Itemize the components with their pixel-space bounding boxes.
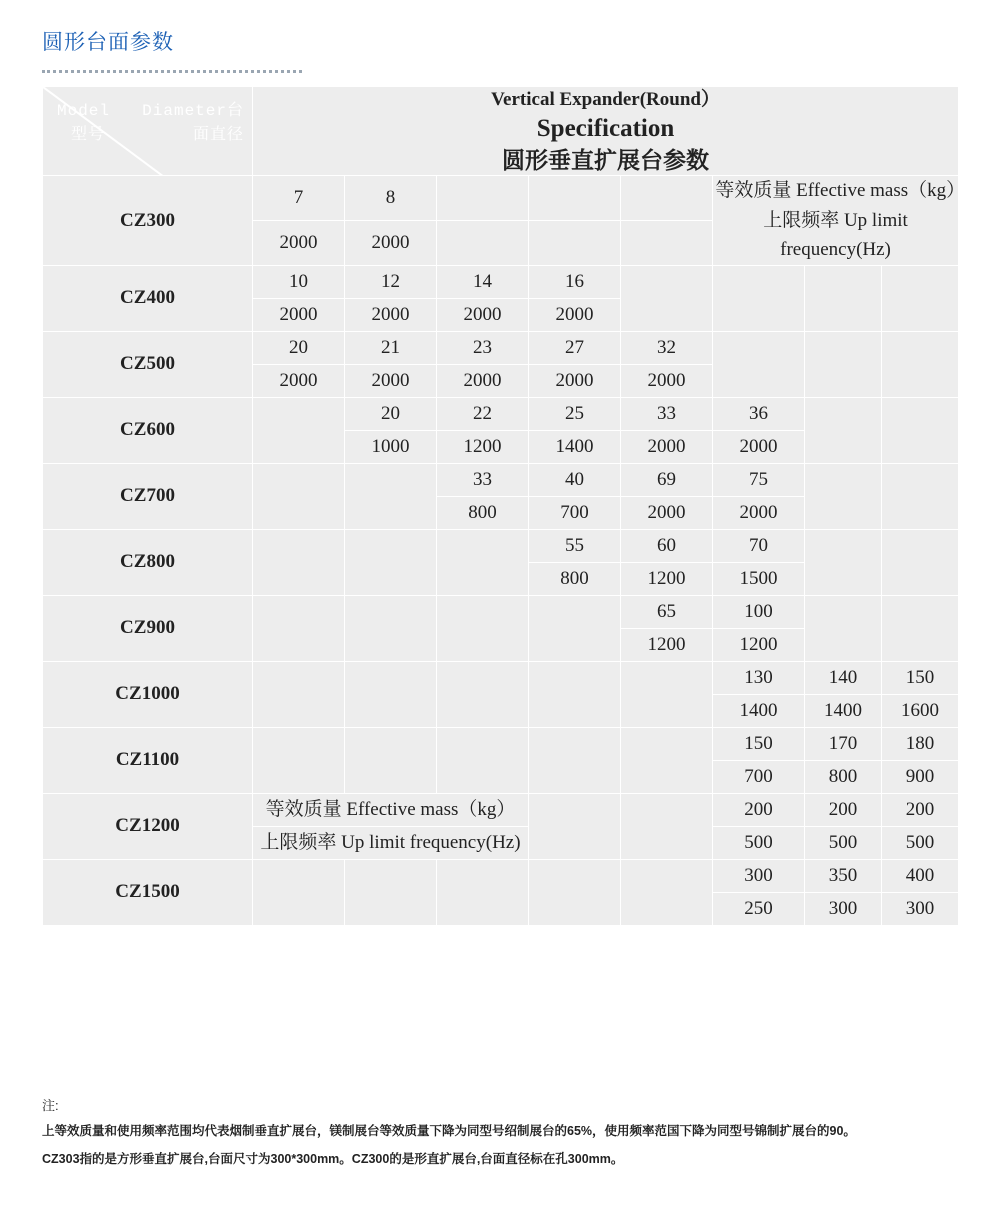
freq-cell: 500 (713, 826, 805, 859)
freq-cell: 700 (529, 496, 621, 529)
mass-cell: 55 (529, 529, 621, 562)
freq-cell: 2000 (345, 364, 437, 397)
mass-cell: 21 (345, 331, 437, 364)
mass-cell: 140 (805, 661, 882, 694)
freq-cell: 2000 (345, 221, 437, 266)
mass-cell (621, 265, 713, 331)
mass-cell (805, 397, 882, 463)
mass-cell (805, 463, 882, 529)
freq-cell: 300 (805, 892, 882, 925)
table-row (43, 265, 959, 298)
mass-cell (621, 661, 713, 727)
freq-cell: 2000 (713, 496, 805, 529)
spec-table-container (42, 86, 958, 926)
mass-cell: 180 (882, 727, 959, 760)
mass-cell: 22 (437, 397, 529, 430)
mass-cell: 300 (713, 859, 805, 892)
freq-cell: 1600 (882, 694, 959, 727)
footnote-line-2: CZ303指的是方形垂直扩展台,台面尺寸为300*300mm。CZ300的是形直扩展台,台面直径标在孔300mm。 (42, 1151, 624, 1166)
header-corner-cell (43, 87, 253, 176)
table-header-row (43, 87, 959, 176)
mass-cell (437, 176, 529, 221)
mass-cell (253, 397, 345, 463)
mass-cell: 400 (882, 859, 959, 892)
mass-cell (621, 859, 713, 925)
footnotes (42, 1098, 958, 1180)
model-cell-cz700: CZ700 (43, 463, 253, 529)
freq-cell: 800 (437, 496, 529, 529)
specification-table (42, 86, 959, 926)
mass-cell (253, 859, 345, 925)
mass-cell: 8 (345, 176, 437, 221)
mass-cell (437, 661, 529, 727)
title-line-3: 圆形垂直扩展台参数 (502, 147, 710, 174)
table-row (43, 463, 959, 496)
mass-cell: 150 (882, 661, 959, 694)
mass-cell: 7 (253, 176, 345, 221)
mass-cell (529, 793, 621, 859)
mass-cell (529, 727, 621, 793)
model-cell-cz1100: CZ1100 (43, 727, 253, 793)
mass-cell (882, 331, 959, 397)
model-cell-cz300: CZ300 (43, 176, 253, 265)
mass-cell: 130 (713, 661, 805, 694)
table-row (43, 661, 959, 694)
freq-cell: 800 (805, 760, 882, 793)
mass-cell (253, 529, 345, 595)
table-row (43, 793, 959, 826)
mass-cell (345, 529, 437, 595)
mass-cell: 20 (253, 331, 345, 364)
freq-cell: 2000 (345, 298, 437, 331)
mass-cell: 200 (805, 793, 882, 826)
mass-cell: 40 (529, 463, 621, 496)
mass-cell (805, 595, 882, 661)
mass-cell: 200 (882, 793, 959, 826)
mass-cell: 32 (621, 331, 713, 364)
mass-cell (345, 661, 437, 727)
header-model-label (57, 99, 110, 147)
freq-cell: 2000 (713, 430, 805, 463)
header-diameter-label (142, 99, 244, 147)
table-row (43, 331, 959, 364)
mass-cell (253, 727, 345, 793)
mass-cell (529, 176, 621, 221)
freq-cell: 900 (882, 760, 959, 793)
mass-cell (345, 463, 437, 529)
model-cell-cz900: CZ900 (43, 595, 253, 661)
freq-cell: 300 (882, 892, 959, 925)
header-diameter-line1: Diameter台 (142, 102, 244, 120)
mass-cell: 60 (621, 529, 713, 562)
model-cell-cz600: CZ600 (43, 397, 253, 463)
freq-cell: 1200 (621, 628, 713, 661)
footnote-title: 注: (42, 1098, 59, 1113)
mass-cell (713, 331, 805, 397)
mass-cell: 150 (713, 727, 805, 760)
freq-cell: 1200 (713, 628, 805, 661)
table-row (43, 397, 959, 430)
mass-cell: 170 (805, 727, 882, 760)
legend-note-cell: 等效质量 Effective mass（kg）上限频率 Up limit frequency(Hz) (713, 176, 959, 265)
mass-cell: 100 (713, 595, 805, 628)
mass-cell: 10 (253, 265, 345, 298)
mass-cell: 33 (621, 397, 713, 430)
freq-cell: 2000 (621, 364, 713, 397)
mass-cell (621, 727, 713, 793)
freq-cell: 2000 (253, 298, 345, 331)
freq-cell: 500 (882, 826, 959, 859)
mass-cell: 25 (529, 397, 621, 430)
mass-cell: 27 (529, 331, 621, 364)
freq-cell: 1400 (805, 694, 882, 727)
title-line-2: Specification (536, 115, 675, 143)
freq-cell: 2000 (437, 298, 529, 331)
model-cell-cz1500: CZ1500 (43, 859, 253, 925)
model-cell-cz1200: CZ1200 (43, 793, 253, 859)
model-cell-cz800: CZ800 (43, 529, 253, 595)
mass-cell (437, 529, 529, 595)
mass-cell: 23 (437, 331, 529, 364)
mass-cell (529, 859, 621, 925)
mass-cell (713, 265, 805, 331)
mass-cell: 20 (345, 397, 437, 430)
mass-cell: 33 (437, 463, 529, 496)
freq-cell (621, 221, 713, 266)
table-row (43, 529, 959, 562)
model-cell-cz400: CZ400 (43, 265, 253, 331)
mass-cell (805, 331, 882, 397)
mass-cell (805, 265, 882, 331)
mass-cell (805, 529, 882, 595)
mass-cell (345, 595, 437, 661)
mass-cell (437, 859, 529, 925)
mass-cell (253, 595, 345, 661)
freq-cell: 1500 (713, 562, 805, 595)
model-cell-cz1000: CZ1000 (43, 661, 253, 727)
mass-cell (529, 661, 621, 727)
table-row (43, 727, 959, 760)
mass-cell: 75 (713, 463, 805, 496)
freq-cell: 2000 (437, 364, 529, 397)
header-model-line2: 型号 (71, 126, 106, 145)
freq-cell: 250 (713, 892, 805, 925)
mass-cell (253, 463, 345, 529)
mass-cell: 36 (713, 397, 805, 430)
mass-cell (882, 397, 959, 463)
table-row (43, 176, 959, 221)
freq-cell: 2000 (529, 364, 621, 397)
page-title: 圆形台面参数 (42, 31, 174, 54)
mass-cell: 200 (713, 793, 805, 826)
freq-cell: 500 (805, 826, 882, 859)
mass-cell (882, 595, 959, 661)
mass-cell (621, 176, 713, 221)
freq-cell: 1200 (621, 562, 713, 595)
table-row (43, 595, 959, 628)
freq-cell: 2000 (253, 221, 345, 266)
freq-cell: 2000 (253, 364, 345, 397)
header-diameter-line2: 面直径 (192, 126, 244, 144)
mass-cell: 12 (345, 265, 437, 298)
mass-cell: 69 (621, 463, 713, 496)
mass-cell (529, 595, 621, 661)
mass-cell (345, 727, 437, 793)
freq-cell (529, 221, 621, 266)
legend-freq-label: 上限频率 Up limit frequency(Hz) (253, 826, 529, 859)
mass-cell (882, 265, 959, 331)
mass-cell (345, 859, 437, 925)
title-underline-dots (42, 58, 302, 73)
mass-cell (882, 529, 959, 595)
freq-cell: 2000 (621, 496, 713, 529)
freq-cell: 1400 (529, 430, 621, 463)
freq-cell: 1200 (437, 430, 529, 463)
mass-cell (253, 661, 345, 727)
mass-cell: 350 (805, 859, 882, 892)
freq-cell: 2000 (621, 430, 713, 463)
footnote-line-1: 上等效质量和使用频率范围均代表烟制垂直扩展台，镁制展台等效质量下降为同型号绍制展台的65%，使用频率范国下降为同型号锦制扩展台的90。 (42, 1124, 856, 1139)
freq-cell: 1400 (713, 694, 805, 727)
mass-cell: 65 (621, 595, 713, 628)
model-cell-cz500: CZ500 (43, 331, 253, 397)
mass-cell (437, 595, 529, 661)
mass-cell: 16 (529, 265, 621, 298)
freq-cell (437, 221, 529, 266)
mass-cell: 70 (713, 529, 805, 562)
header-title-cell (253, 87, 959, 176)
title-line-1: Vertical Expander(Round） (491, 89, 720, 110)
legend-mass-label: 等效质量 Effective mass（kg） (253, 793, 529, 826)
header-model-line1: Model (57, 102, 111, 121)
mass-cell: 14 (437, 265, 529, 298)
freq-cell: 700 (713, 760, 805, 793)
mass-cell (621, 793, 713, 859)
mass-cell (882, 463, 959, 529)
freq-cell: 800 (529, 562, 621, 595)
mass-cell (437, 727, 529, 793)
freq-cell: 2000 (529, 298, 621, 331)
table-row (43, 859, 959, 892)
freq-cell: 1000 (345, 430, 437, 463)
